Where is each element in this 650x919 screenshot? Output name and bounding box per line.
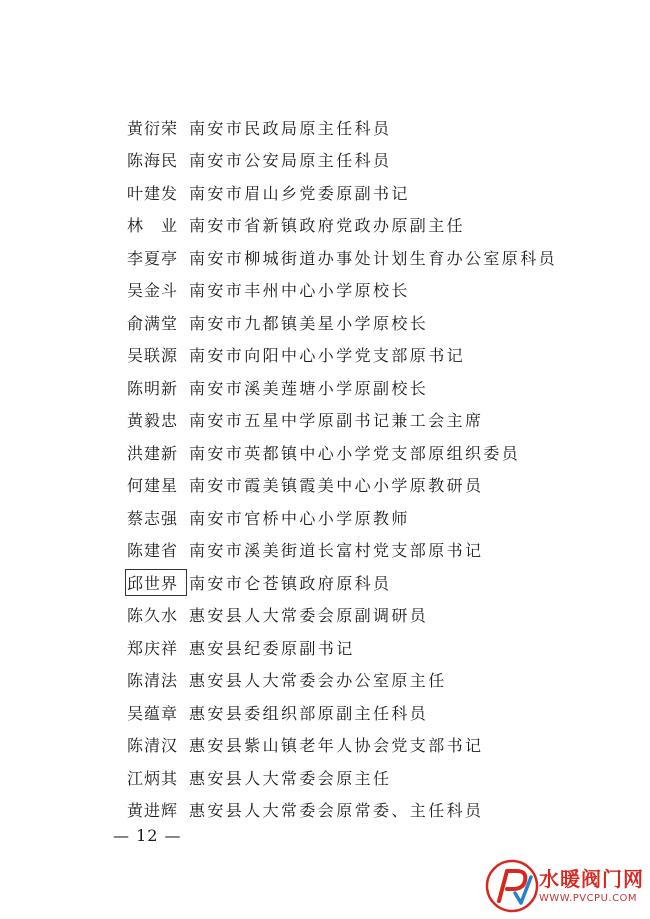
list-item [127, 371, 557, 404]
person-title: 南安市英都镇中心小学党支部原组织委员 [189, 443, 521, 463]
person-title: 南安市仑苍镇政府原科员 [189, 573, 392, 593]
person-name: 黄毅忠 [127, 411, 179, 431]
person-title: 惠安县委组织部原副主任科员 [189, 703, 429, 723]
list-item [127, 176, 557, 209]
pvcpu-logo-icon [485, 859, 539, 913]
person-title: 南安市溪美街道长富村党支部原书记 [189, 541, 484, 561]
list-item [127, 631, 557, 664]
person-name: 陈清法 [127, 671, 179, 691]
person-name: 陈海民 [127, 151, 179, 171]
list-item [127, 436, 557, 469]
person-name-boxed: 邱世界 [127, 571, 185, 594]
list-item [127, 241, 557, 274]
list-item [127, 729, 557, 762]
person-title: 惠安县人大常委会原主任 [189, 768, 392, 788]
person-name: 陈久水 [127, 606, 179, 626]
person-name: 叶建发 [127, 183, 179, 203]
site-watermark [483, 857, 648, 917]
person-title: 南安市九都镇美星小学原校长 [189, 313, 429, 333]
person-name: 蔡志强 [127, 508, 179, 528]
person-name: 陈清汉 [127, 736, 179, 756]
person-name: 黄衍荣 [127, 118, 179, 138]
person-name: 吴金斗 [127, 281, 179, 301]
page-number: — 12 — [113, 826, 182, 845]
person-title: 南安市溪美莲塘小学原副校长 [189, 378, 429, 398]
person-name: 陈明新 [127, 378, 179, 398]
list-item [127, 306, 557, 339]
list-item [127, 566, 557, 599]
person-title: 南安市柳城街道办事处计划生育办公室原科员 [189, 248, 558, 268]
person-name: 黄进辉 [127, 801, 179, 821]
list-item [127, 664, 557, 697]
person-title: 南安市眉山乡党委原副书记 [189, 183, 410, 203]
person-name: 吴蕴章 [127, 703, 179, 723]
person-name: 郑庆祥 [127, 638, 179, 658]
person-name: 吴联源 [127, 346, 179, 366]
list-item [127, 534, 557, 567]
list-item [127, 404, 557, 437]
person-title: 惠安县纪委原副书记 [189, 638, 355, 658]
person-name: 李夏亭 [127, 248, 179, 268]
person-title: 惠安县紫山镇老年人协会党支部书记 [189, 736, 484, 756]
list-item [127, 339, 557, 372]
watermark-site-name: 水暖阀门网 [539, 867, 644, 891]
person-title: 南安市向阳中心小学党支部原书记 [189, 346, 466, 366]
list-item [127, 111, 557, 144]
person-name: 林 业 [127, 216, 179, 236]
list-item [127, 209, 557, 242]
person-title: 南安市公安局原主任科员 [189, 151, 392, 171]
list-item [127, 274, 557, 307]
person-title: 南安市五星中学原副书记兼工会主席 [189, 411, 484, 431]
list-item [127, 469, 557, 502]
person-title: 惠安县人大常委会原副调研员 [189, 606, 429, 626]
person-title: 南安市省新镇政府党政办原副主任 [189, 216, 466, 236]
person-title: 南安市民政局原主任科员 [189, 118, 392, 138]
person-title: 南安市丰州中心小学原校长 [189, 281, 410, 301]
list-item [127, 599, 557, 632]
list-item [127, 761, 557, 794]
list-item [127, 696, 557, 729]
person-title: 惠安县人大常委会原常委、主任科员 [189, 801, 484, 821]
person-name: 何建星 [127, 476, 179, 496]
person-name: 陈建省 [127, 541, 179, 561]
person-title: 南安市官桥中心小学原教师 [189, 508, 410, 528]
person-title: 惠安县人大常委会办公室原主任 [189, 671, 447, 691]
person-name: 洪建新 [127, 443, 179, 463]
person-name: 江炳其 [127, 768, 179, 788]
name-list [127, 111, 557, 826]
list-item [127, 144, 557, 177]
person-title: 南安市霞美镇霞美中心小学原教研员 [189, 476, 484, 496]
list-item [127, 501, 557, 534]
person-name: 俞满堂 [127, 313, 179, 333]
list-item [127, 794, 557, 827]
watermark-url: WWW.PVCPU.COM [539, 893, 638, 904]
